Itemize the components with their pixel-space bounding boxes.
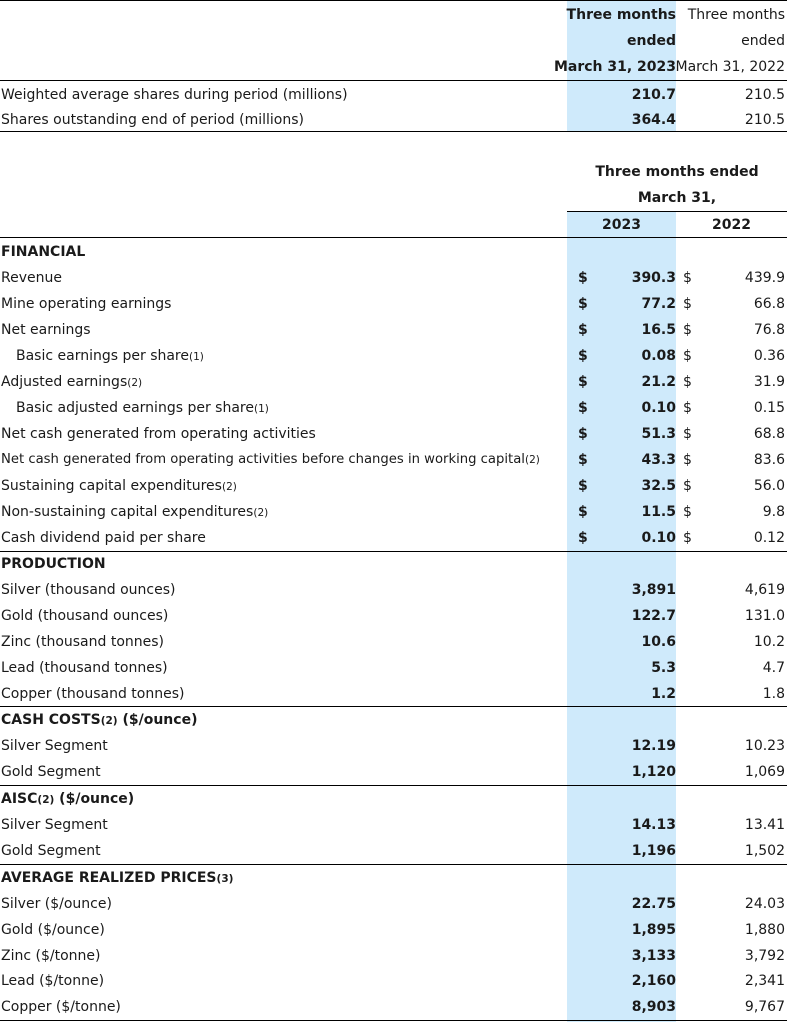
section-title: CASH COSTS(2) ($/ounce) (1, 712, 198, 728)
currency-2023: $ (578, 530, 588, 546)
table-row-price-copper (0, 994, 787, 1020)
row-label: Non-sustaining capital expenditures(2) (1, 504, 269, 520)
section-aisc (0, 786, 787, 812)
section-title: FINANCIAL (1, 244, 86, 260)
value-2022: 10.2 (753, 634, 785, 650)
currency-2023: $ (578, 504, 588, 520)
currency-2022: $ (683, 478, 692, 494)
value-2023: 3,891 (631, 582, 676, 598)
value-2023: 43.3 (641, 452, 676, 468)
value-2022: 1,880 (744, 922, 785, 938)
currency-2023: $ (578, 322, 588, 338)
table-row-price-gold (0, 917, 787, 943)
row-label: Net earnings (1, 322, 91, 338)
table-row-non-sustaining-capex (0, 499, 787, 525)
table-row-revenue (0, 265, 787, 291)
value-2023: 3,133 (631, 948, 676, 964)
top-header-current-line3: March 31, 2023 (553, 59, 676, 75)
value-2023: 1,120 (631, 764, 676, 780)
value-2022: 0.36 (753, 348, 785, 364)
value-2023: 5.3 (651, 660, 676, 676)
table-row-cash-cost-silver (0, 733, 787, 759)
value-2022: 10.23 (744, 738, 785, 754)
row-label: Silver Segment (1, 738, 108, 754)
table-row-net-cash-operating (0, 421, 787, 447)
table-row-mine-operating-earnings (0, 291, 787, 317)
row-label: Gold Segment (1, 843, 101, 859)
value-2023: 210.7 (631, 87, 676, 103)
row-label: Gold (thousand ounces) (1, 608, 169, 624)
row-label: Lead (thousand tonnes) (1, 660, 168, 676)
value-2023: 10.6 (641, 634, 676, 650)
value-2023: 22.75 (631, 896, 676, 912)
value-2022: 1,069 (744, 764, 785, 780)
currency-2023: $ (578, 400, 588, 416)
value-2022: 210.5 (744, 112, 785, 128)
value-2023: 8,903 (631, 999, 676, 1015)
value-2022: 66.8 (753, 296, 785, 312)
value-2022: 4.7 (762, 660, 785, 676)
section-production (0, 551, 787, 577)
row-label: Copper ($/tonne) (1, 999, 121, 1015)
row-label: Net cash generated from operating activities (1, 426, 316, 442)
currency-2022: $ (683, 348, 692, 364)
row-label: Basic adjusted earnings per share(1) (16, 400, 269, 416)
value-2022: 9,767 (744, 999, 785, 1015)
value-2022: 3,792 (744, 948, 785, 964)
currency-2023: $ (578, 296, 588, 312)
value-2023: 77.2 (641, 296, 676, 312)
currency-2022: $ (683, 452, 692, 468)
row-label: Silver Segment (1, 817, 108, 833)
value-2022: 0.12 (753, 530, 785, 546)
value-2023: 32.5 (641, 478, 676, 494)
value-2022: 0.15 (753, 400, 785, 416)
table-row-silver-production (0, 577, 787, 603)
table-row-aisc-silver (0, 812, 787, 838)
currency-2022: $ (683, 504, 692, 520)
row-label: Mine operating earnings (1, 296, 172, 312)
currency-2023: $ (578, 478, 588, 494)
main-header-divider (0, 237, 787, 238)
currency-2023: $ (578, 348, 588, 364)
row-label: Sustaining capital expenditures(2) (1, 478, 237, 494)
value-2022: 68.8 (753, 426, 785, 442)
row-label: Silver (thousand ounces) (1, 582, 176, 598)
currency-2023: $ (578, 374, 588, 390)
section-title: AISC(2) ($/ounce) (1, 791, 135, 807)
value-2023: 390.3 (631, 270, 676, 286)
value-2023: 21.2 (641, 374, 676, 390)
row-label: Silver ($/ounce) (1, 896, 112, 912)
table-row-zinc-production (0, 629, 787, 655)
value-2022: 439.9 (744, 270, 785, 286)
currency-2022: $ (683, 426, 692, 442)
table-row-cash-cost-gold (0, 759, 787, 785)
top-table-bottom-border (0, 131, 787, 132)
value-2022: 1,502 (744, 843, 785, 859)
table-row-lead-production (0, 655, 787, 681)
value-2023: 364.4 (631, 112, 676, 128)
row-label: Gold Segment (1, 764, 101, 780)
value-2023: 11.5 (641, 504, 676, 520)
value-2023: 0.08 (641, 348, 676, 364)
row-label: Lead ($/tonne) (1, 973, 105, 989)
currency-2022: $ (683, 374, 692, 390)
currency-2022: $ (683, 296, 692, 312)
value-2023: 1,895 (631, 922, 676, 938)
year-2023-header: 2023 (602, 217, 641, 233)
row-label: Zinc (thousand tonnes) (1, 634, 165, 650)
table-row-net-cash-before-working-capital (0, 447, 787, 473)
row-label: Net cash generated from operating activities before changes in working capital(2) (1, 452, 540, 467)
row-label: Cash dividend paid per share (1, 530, 206, 546)
value-2022: 31.9 (753, 374, 785, 390)
main-header-date: March 31, (637, 190, 717, 206)
section-average-realized-prices (0, 865, 787, 891)
value-2023: 14.13 (631, 817, 676, 833)
value-2022: 9.8 (762, 504, 785, 520)
value-2023: 0.10 (641, 400, 676, 416)
table-row-price-zinc (0, 943, 787, 969)
top-table-top-border (0, 0, 787, 1)
row-label: Gold ($/ounce) (1, 922, 105, 938)
table-row-basic-eps (0, 343, 787, 369)
value-2022: 24.03 (744, 896, 785, 912)
top-header-prior-line2: ended (741, 33, 785, 49)
row-label: Adjusted earnings(2) (1, 374, 143, 390)
value-2023: 16.5 (641, 322, 676, 338)
currency-2023: $ (578, 452, 588, 468)
table-row-net-earnings (0, 317, 787, 343)
table-row-gold-production (0, 603, 787, 629)
table-row-weighted-average-shares (0, 82, 787, 108)
currency-2022: $ (683, 400, 692, 416)
top-header-current-line1: Three months (566, 7, 676, 23)
value-2022: 56.0 (753, 478, 785, 494)
value-2022: 210.5 (744, 87, 785, 103)
table-row-adjusted-earnings (0, 369, 787, 395)
value-2022: 83.6 (753, 452, 785, 468)
table-row-aisc-gold (0, 838, 787, 864)
top-header-divider (0, 80, 787, 81)
currency-2022: $ (683, 270, 692, 286)
value-2022: 131.0 (744, 608, 785, 624)
table-row-basic-adjusted-eps (0, 395, 787, 421)
section-title: AVERAGE REALIZED PRICES(3) (1, 870, 234, 886)
section-cash-costs (0, 707, 787, 733)
value-2023: 0.10 (641, 530, 676, 546)
table-row-sustaining-capex (0, 473, 787, 499)
row-label: Copper (thousand tonnes) (1, 686, 185, 702)
row-label: Zinc ($/tonne) (1, 948, 101, 964)
table-row-shares-outstanding (0, 107, 787, 133)
value-2022: 76.8 (753, 322, 785, 338)
value-2023: 51.3 (641, 426, 676, 442)
value-2023: 12.19 (631, 738, 676, 754)
section-financial (0, 239, 787, 265)
top-header-prior-line3: March 31, 2022 (675, 59, 785, 75)
currency-2023: $ (578, 426, 588, 442)
table-row-price-lead (0, 968, 787, 994)
table-row-copper-production (0, 681, 787, 707)
top-header-current-line2: ended (627, 33, 676, 49)
currency-2023: $ (578, 270, 588, 286)
currency-2022: $ (683, 530, 692, 546)
main-header-title: Three months ended (595, 164, 759, 180)
value-2022: 1.8 (762, 686, 785, 702)
value-2023: 2,160 (631, 973, 676, 989)
year-2022-header: 2022 (712, 217, 751, 233)
currency-2022: $ (683, 322, 692, 338)
row-label: Weighted average shares during period (millions) (1, 87, 348, 103)
value-2022: 4,619 (744, 582, 785, 598)
value-2023: 1,196 (631, 843, 676, 859)
top-header-prior-line1: Three months (687, 7, 785, 23)
table-row-price-silver (0, 891, 787, 917)
value-2022: 13.41 (744, 817, 785, 833)
section-title: PRODUCTION (1, 556, 106, 572)
value-2023: 122.7 (631, 608, 676, 624)
main-table-bottom-border (0, 1020, 787, 1021)
row-label: Shares outstanding end of period (millions) (1, 112, 304, 128)
value-2022: 2,341 (744, 973, 785, 989)
table-row-cash-dividend (0, 525, 787, 551)
value-2023: 1.2 (651, 686, 676, 702)
row-label: Revenue (1, 270, 62, 286)
row-label: Basic earnings per share(1) (16, 348, 204, 364)
